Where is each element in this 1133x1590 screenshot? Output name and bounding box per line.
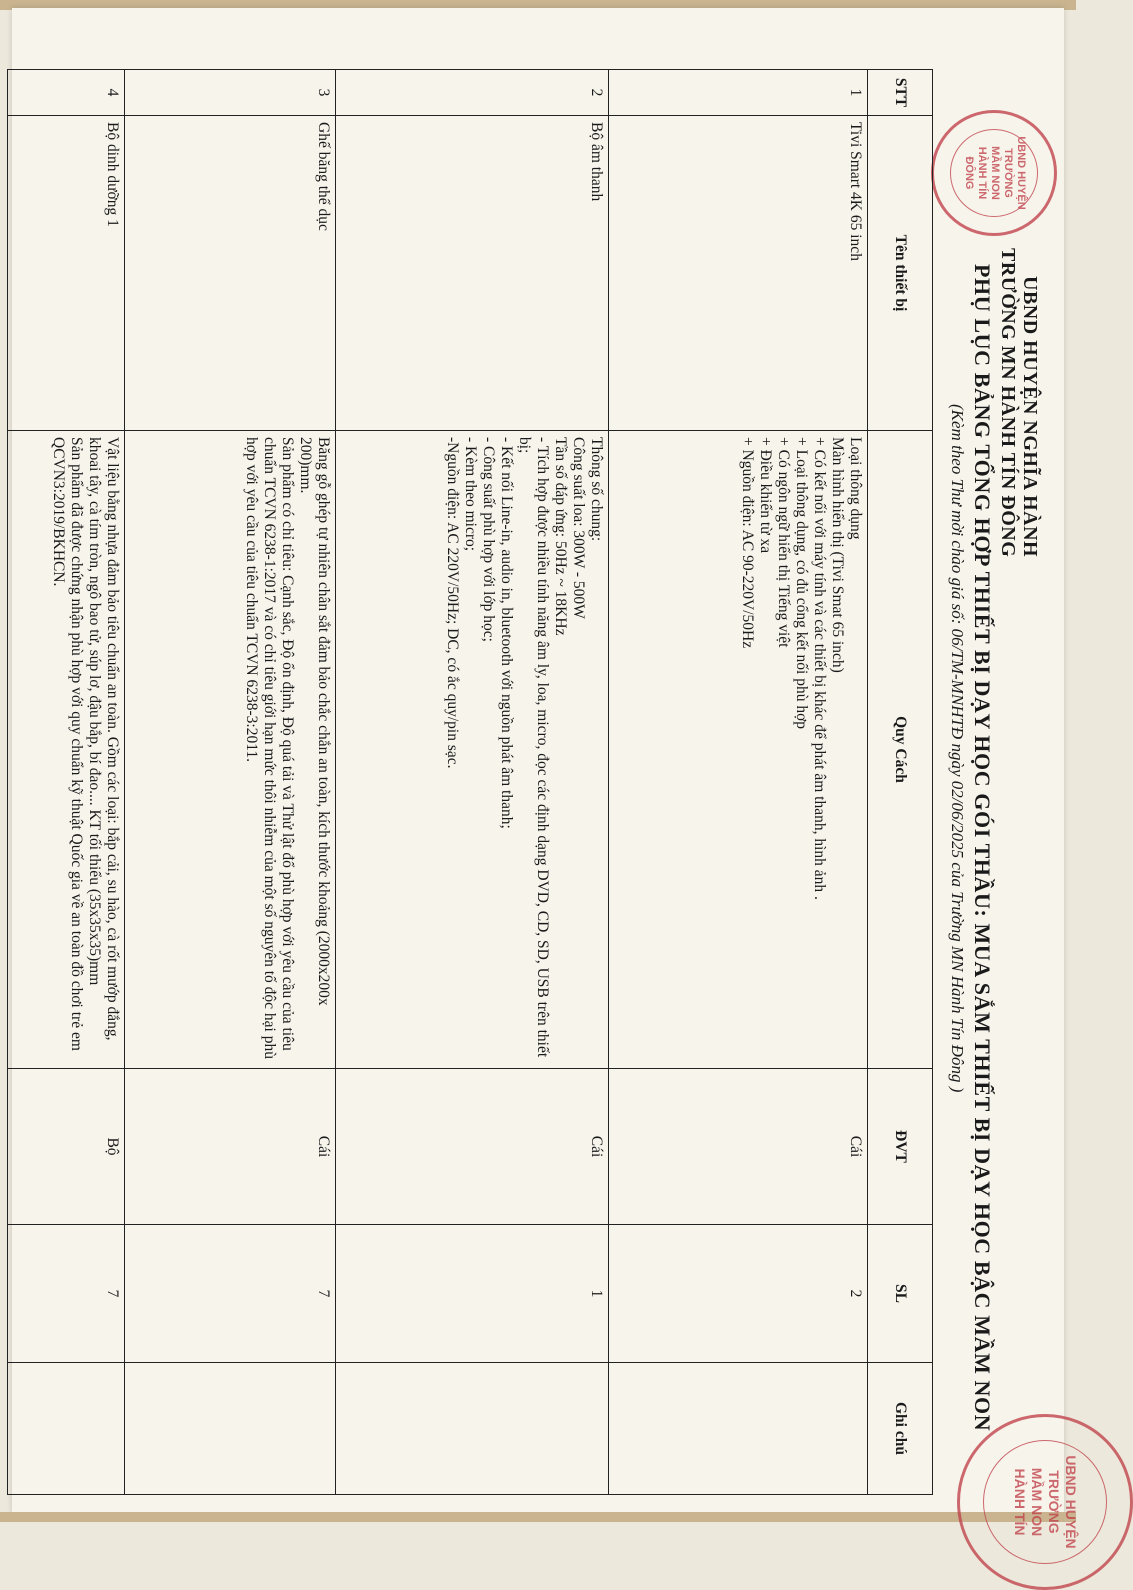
seal-text: HÀNH TÍN ĐÔNG (962, 146, 988, 200)
table-row (8, 70, 125, 1495)
row-spec (125, 431, 336, 1069)
school-name: TRƯỜNG MN HÀNH TÍN ĐÔNG (997, 248, 1019, 558)
row-device-name: Bộ dinh dưỡng 1 (8, 116, 125, 431)
spec-line: Tần số đáp ứng: 50Hz ~ 18KHz (552, 437, 569, 636)
red-seal-stamp-2 (957, 1414, 1133, 1590)
org-name: UBND HUYỆN NGHĨA HÀNH (1019, 276, 1041, 558)
spec-line: -Nguồn điện: AC 220V/50Hz; DC, có ắc quy/pin sạc. (444, 437, 461, 769)
spec-line: + Có kết nối với máy tính và các thiết bị khác để phát âm thanh, hình ảnh . (811, 437, 828, 900)
spec-line: Sản phẩm có chỉ tiêu: Cạnh sắc, Độ ổn định, Độ quá tải và Thử lật đổ phù hợp với yêu cầu của tiêu chuẩn TCVN 6238-1:2017 và có chỉ tiêu giới hạn mức thôi nhiễm của một số nguyên tố độc hại phù hợp với yêu cầu của tiêu chuẩn TCVN 6238-3:2011. (243, 437, 296, 1059)
document-title: PHỤ LỤC BẢNG TỔNG HỢP THIẾT BỊ DẠY HỌC GÓI THẦU: MUA SẮM THIẾT BỊ DẠY HỌC BẬC MẦM NON (970, 264, 995, 1432)
row-qty: 7 (8, 1225, 125, 1363)
spec-line: Vật liệu bằng nhựa đảm bảo tiêu chuẩn an toàn. Gồm các loại: bắp cải, su hào, cà rốt mướp đắng, khoai tây, cà tím tròn, ngô bao tử, súp lơ, đậu bắp, bí đao.... KT tối thiểu (35x35x35)mm (86, 437, 121, 1041)
spec-line: Công suất loa: 300W - 500W (570, 437, 587, 619)
col-header-spec: Quy Cách (868, 431, 933, 1069)
row-unit: Cái (125, 1069, 336, 1225)
row-note (336, 1363, 609, 1495)
seal-text: UBND HUYỆN (1014, 136, 1027, 210)
row-unit: Bộ (8, 1069, 125, 1225)
col-header-qty: SL (868, 1225, 933, 1363)
equipment-table (7, 69, 933, 1495)
col-header-stt: STT (868, 70, 933, 116)
row-unit: Cái (609, 1069, 868, 1225)
row-stt: 1 (609, 70, 868, 116)
row-note (8, 1363, 125, 1495)
table-row (336, 70, 609, 1495)
row-stt: 4 (8, 70, 125, 116)
spec-line: - Kèm theo micro; (462, 437, 479, 552)
col-header-unit: ĐVT (868, 1069, 933, 1225)
spec-line: Sản phẩm đã được chứng nhận phù hợp với quy chuẩn kỹ thuật Quốc gia về an toàn đồ chơi trẻ em QCVN3:2019/BKHCN. (50, 437, 85, 1051)
spec-line: Băng gỗ ghép tự nhiên chân sắt đảm bảo chắc chắn an toàn, kích thước khoảng (2000x200x 200)mm. (297, 437, 332, 1006)
row-spec (609, 431, 868, 1069)
document-subtitle: (Kèm theo Thư mời chào giá số: 06/TM-MNHTĐ ngày 02/06/2025 của Trường MN Hành Tín Đông ) (948, 404, 967, 1093)
spec-line: + Nguồn điện: AC 90-220V/50Hz (739, 437, 756, 649)
row-spec (8, 431, 125, 1069)
spec-line: - Công suất phù hợp với lớp học; (480, 437, 497, 642)
row-stt: 3 (125, 70, 336, 116)
row-unit: Cái (336, 1069, 609, 1225)
row-spec (336, 431, 609, 1069)
seal-text: TRƯỜNG (1046, 1470, 1063, 1534)
row-stt: 2 (336, 70, 609, 116)
spec-line: + Có ngôn ngữ hiển thị Tiếng việt (775, 437, 792, 648)
row-device-name: Ghế băng thể dục (125, 116, 336, 431)
seal-text: TRƯỜNG (1001, 148, 1014, 198)
row-qty: 7 (125, 1225, 336, 1363)
seal-text: MẦM NON (1029, 1467, 1046, 1537)
table-row (609, 70, 868, 1495)
spec-line: - Tích hợp được nhiều tính năng âm ly, loa, micro, đọc các định dạng DVD, CD, SD, USB trên thiết bị; (516, 437, 551, 1058)
row-device-name: Tivi Smart 4K 65 inch (609, 116, 868, 431)
spec-line: Thông số chung: (588, 437, 605, 542)
row-qty: 1 (336, 1225, 609, 1363)
row-device-name: Bộ âm thanh (336, 116, 609, 431)
red-seal-stamp (931, 110, 1057, 236)
spec-line: Loại thông dụng (847, 437, 864, 540)
row-note (125, 1363, 336, 1495)
table-header-row (868, 70, 933, 1495)
spec-line: + Điều khiển từ xa (757, 437, 774, 554)
seal-text: UBND HUYỆN (1063, 1455, 1080, 1549)
spec-line: + Loại thông dụng, có đủ cổng kết nối phù hợp (793, 437, 810, 730)
row-qty: 2 (609, 1225, 868, 1363)
col-header-note: Ghi chú (868, 1363, 933, 1495)
rotated-sheet (13, 14, 1080, 1549)
row-note (609, 1363, 868, 1495)
col-header-name: Tên thiết bị (868, 116, 933, 431)
seal-text: HÀNH TÍN (1012, 1468, 1029, 1536)
seal-text: MẦM NON (988, 146, 1001, 200)
spec-line: - Kết nối Line-in, audio in, bluetooth với nguồn phát âm thanh; (498, 437, 515, 829)
spec-line: Màn hình hiển thị (Tivi Smat 65 inch) (829, 437, 846, 673)
table-row (125, 70, 336, 1495)
